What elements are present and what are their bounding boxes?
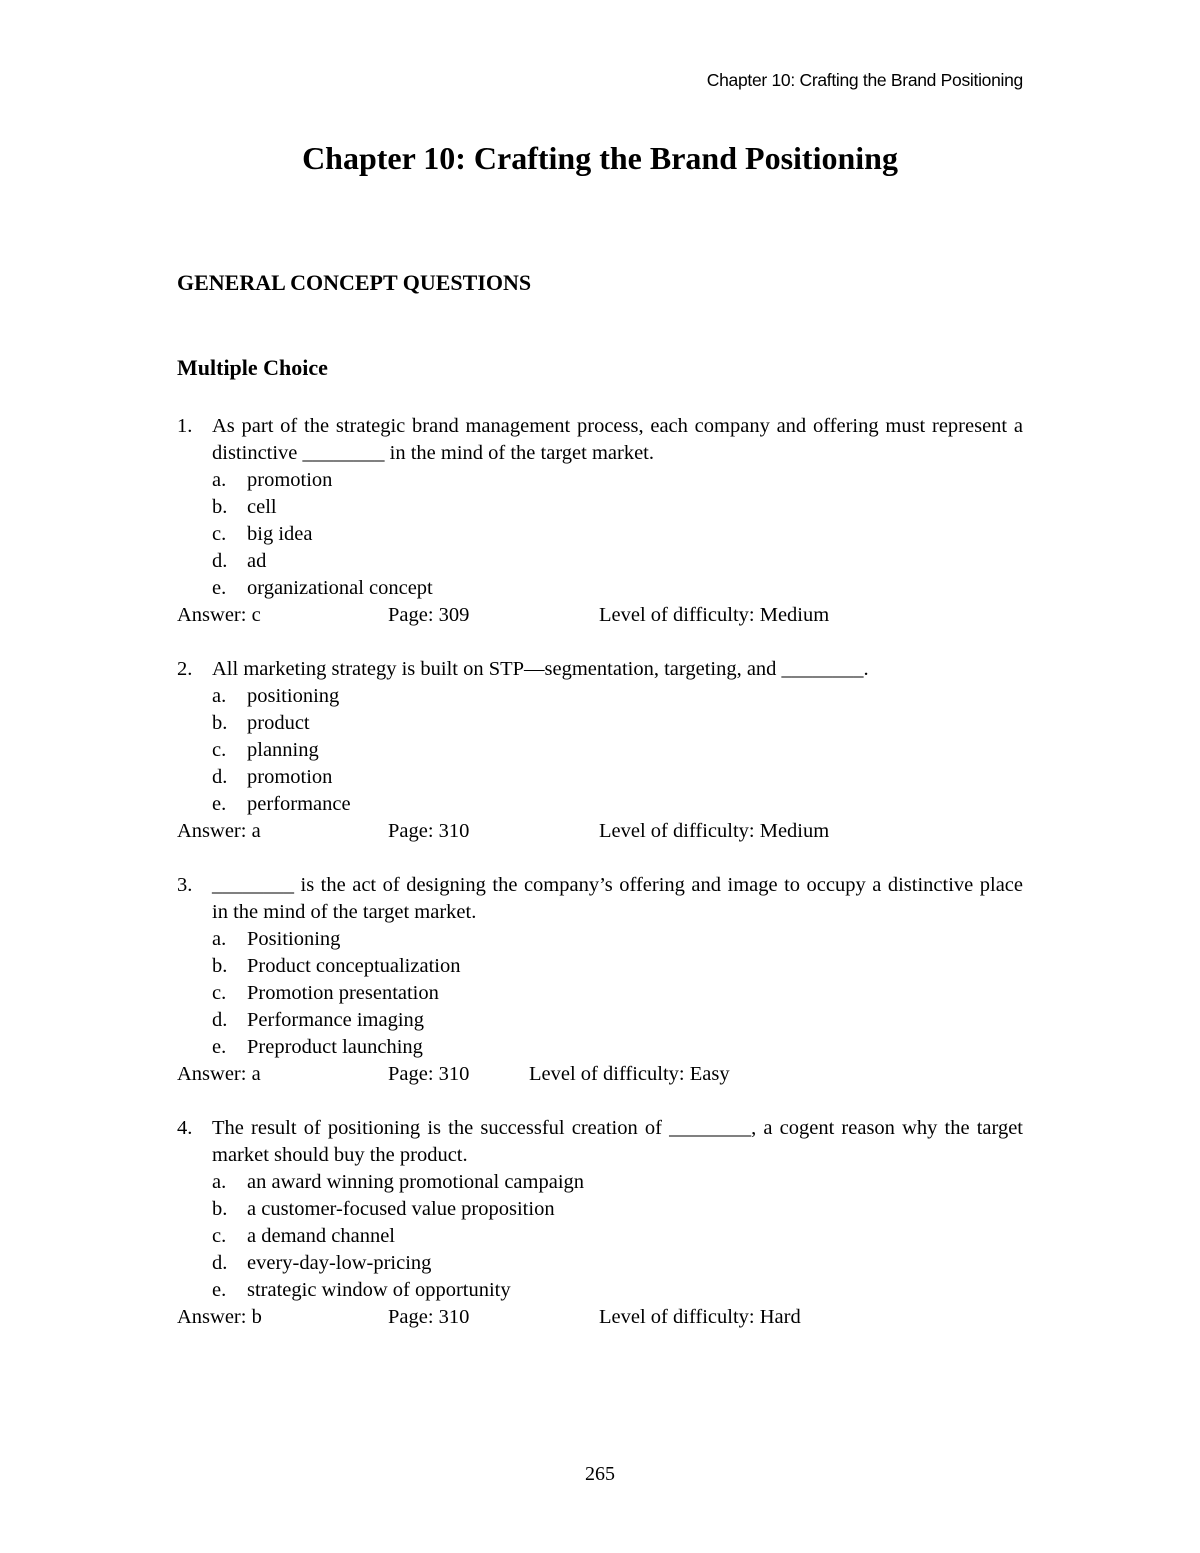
option-b — [212, 953, 1023, 980]
question-3 — [177, 872, 1023, 1088]
option-letter: c. — [212, 523, 227, 545]
option-text: strategic window of opportunity — [247, 1279, 511, 1301]
option-e — [212, 575, 1023, 602]
option-letter: a. — [212, 685, 227, 707]
question-2 — [177, 656, 1023, 845]
answer-line — [177, 818, 1023, 845]
option-text: performance — [247, 793, 351, 815]
option-text: Performance imaging — [247, 1009, 425, 1031]
option-letter: c. — [212, 739, 227, 761]
option-text: ad — [247, 550, 267, 572]
question-number: 1. — [177, 415, 193, 437]
option-text: Preproduct launching — [247, 1036, 423, 1058]
subsection-title: Multiple Choice — [177, 355, 328, 380]
option-letter: b. — [212, 955, 228, 977]
option-list — [212, 683, 1023, 818]
question-1 — [177, 413, 1023, 629]
option-text: every-day-low-pricing — [247, 1252, 432, 1274]
answer-line — [177, 1304, 1023, 1331]
option-letter: d. — [212, 766, 228, 788]
option-text: organizational concept — [247, 577, 433, 599]
option-letter: a. — [212, 928, 227, 950]
option-list — [212, 1169, 1023, 1304]
option-text: product — [247, 712, 310, 734]
answer-key: Answer: c — [177, 604, 261, 626]
option-text: planning — [247, 739, 319, 761]
option-d — [212, 548, 1023, 575]
option-text: promotion — [247, 469, 333, 491]
option-text: positioning — [247, 685, 340, 707]
question-text: The result of positioning is the successful creation of ________, a cogent reason why the target market should buy the product. — [212, 1117, 1023, 1166]
difficulty-level: Level of difficulty: Easy — [529, 1063, 730, 1085]
option-list — [212, 926, 1023, 1061]
option-c — [212, 1223, 1023, 1250]
option-letter: e. — [212, 1036, 227, 1058]
option-text: cell — [247, 496, 277, 518]
option-letter: b. — [212, 1198, 228, 1220]
answer-line — [177, 1061, 1023, 1088]
option-letter: c. — [212, 982, 227, 1004]
question-number: 3. — [177, 874, 193, 896]
section-title: GENERAL CONCEPT QUESTIONS — [177, 270, 532, 295]
option-e — [212, 1034, 1023, 1061]
difficulty-level: Level of difficulty: Hard — [599, 1306, 801, 1328]
answer-key: Answer: a — [177, 1063, 261, 1085]
page-reference: Page: 310 — [388, 1063, 470, 1085]
option-letter: c. — [212, 1225, 227, 1247]
chapter-title: Chapter 10: Crafting the Brand Positioning — [302, 140, 898, 176]
page-reference: Page: 309 — [388, 604, 470, 626]
option-a — [212, 467, 1023, 494]
option-b — [212, 1196, 1023, 1223]
option-text: Product conceptualization — [247, 955, 461, 977]
option-letter: b. — [212, 712, 228, 734]
option-text: an award winning promotional campaign — [247, 1171, 585, 1193]
option-text: a demand channel — [247, 1225, 395, 1247]
option-letter: e. — [212, 1279, 227, 1301]
option-letter: e. — [212, 577, 227, 599]
option-letter: d. — [212, 1009, 228, 1031]
answer-key: Answer: b — [177, 1306, 262, 1328]
option-text: a customer-focused value proposition — [247, 1198, 555, 1220]
answer-key: Answer: a — [177, 820, 261, 842]
difficulty-level: Level of difficulty: Medium — [599, 820, 830, 842]
page-number: 265 — [585, 1463, 615, 1485]
option-text: Promotion presentation — [247, 982, 439, 1004]
option-d — [212, 764, 1023, 791]
question-text: All marketing strategy is built on STP—segmentation, targeting, and ________. — [212, 658, 869, 680]
option-d — [212, 1007, 1023, 1034]
option-e — [212, 791, 1023, 818]
option-text: Positioning — [247, 928, 341, 950]
option-text: promotion — [247, 766, 333, 788]
option-letter: e. — [212, 793, 227, 815]
question-number: 4. — [177, 1117, 193, 1139]
page-reference: Page: 310 — [388, 1306, 470, 1328]
option-list — [212, 467, 1023, 602]
option-a — [212, 926, 1023, 953]
option-letter: a. — [212, 469, 227, 491]
question-list — [177, 413, 1023, 1358]
question-text: ________ is the act of designing the company’s offering and image to occupy a distinctive place in the mind of the target market. — [212, 874, 1023, 923]
option-c — [212, 521, 1023, 548]
option-letter: b. — [212, 496, 228, 518]
option-text: big idea — [247, 523, 313, 545]
option-letter: d. — [212, 550, 228, 572]
option-letter: a. — [212, 1171, 227, 1193]
question-text: As part of the strategic brand management process, each company and offering must represent a distinctive ________ in the mind of the target market. — [212, 415, 1023, 464]
option-letter: d. — [212, 1252, 228, 1274]
running-header: Chapter 10: Crafting the Brand Positioning — [706, 70, 1023, 90]
option-d — [212, 1250, 1023, 1277]
answer-line — [177, 602, 1023, 629]
option-b — [212, 494, 1023, 521]
difficulty-level: Level of difficulty: Medium — [599, 604, 830, 626]
option-a — [212, 683, 1023, 710]
option-c — [212, 737, 1023, 764]
option-b — [212, 710, 1023, 737]
option-e — [212, 1277, 1023, 1304]
question-number: 2. — [177, 658, 193, 680]
question-4 — [177, 1115, 1023, 1331]
option-a — [212, 1169, 1023, 1196]
page-reference: Page: 310 — [388, 820, 470, 842]
option-c — [212, 980, 1023, 1007]
